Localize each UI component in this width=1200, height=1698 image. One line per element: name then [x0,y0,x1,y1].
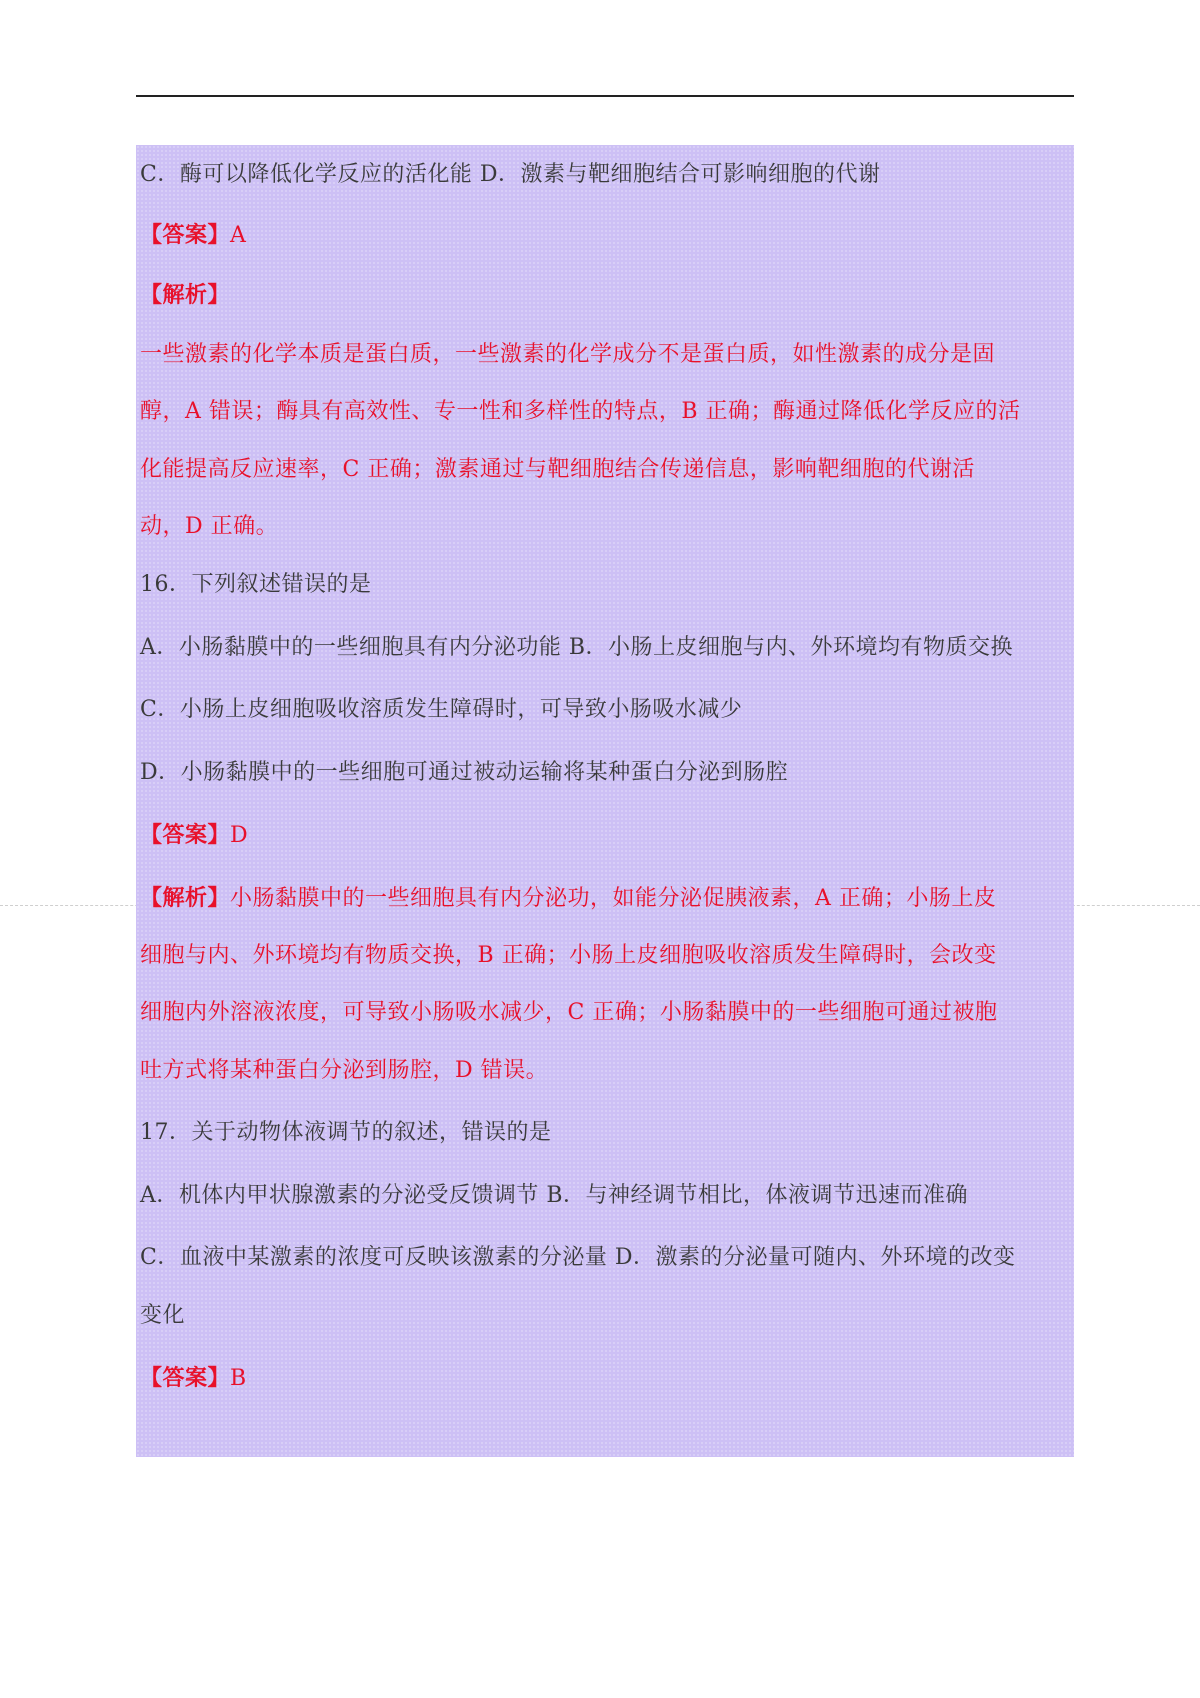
q15-analysis-line: 化能提高反应速率，C 正确；激素通过与靶细胞结合传递信息，影响靶细胞的代谢活 [140,457,975,482]
answer-value: B [230,1366,247,1391]
q16-option-d: D．小肠黏膜中的一些细胞可通过被动运输将某种蛋白分泌到肠腔 [140,760,789,785]
answer-label: 【答案】 [140,1365,231,1391]
analysis-label: 【解析】 [140,885,231,911]
q15-answer [140,220,1074,251]
q16-analysis-line: 细胞与内、外环境均有物质交换，B 正确；小肠上皮细胞吸收溶质发生障碍时，会改变 [140,943,997,968]
q16-analysis-line: 细胞内外溶液浓度，可导致小肠吸水减少，C 正确；小肠黏膜中的一些细胞可通过被胞 [140,1000,998,1025]
q16-option-ab: A．小肠黏膜中的一些细胞具有内分泌功能 B．小肠上皮细胞与内、外环境均有物质交换 [140,635,1014,660]
answer-value: A [230,223,247,248]
header-rule [136,95,1074,97]
q17-answer [140,1363,1074,1394]
q17-stem: 17．关于动物体液调节的叙述，错误的是 [140,1120,552,1145]
answer-label: 【答案】 [140,822,231,848]
q16-analysis-line: 吐方式将某种蛋白分泌到肠腔，D 错误。 [140,1058,549,1083]
q17-option-ab: A．机体内甲状腺激素的分泌受反馈调节 B．与神经调节相比，体液调节迅速而准确 [140,1183,969,1208]
q17-option-cd-cont: 变化 [140,1303,186,1328]
answer-label: 【答案】 [140,222,231,248]
q16-stem: 16．下列叙述错误的是 [140,572,372,597]
q16-option-c: C．小肠上皮细胞吸收溶质发生障碍时，可导致小肠吸水减少 [140,697,743,722]
q15-analysis-label: 【解析】 [140,282,231,308]
analysis-text: 小肠黏膜中的一些细胞具有内分泌功，如能分泌促胰液素，A 正确；小肠上皮 [230,886,997,911]
q16-answer [140,820,1074,851]
q15-analysis-line: 动，D 正确。 [140,514,279,539]
q15-analysis-line: 醇，A 错误；酶具有高效性、专一性和多样性的特点，B 正确；酶通过降低化学反应的活 [140,399,1021,424]
highlighted-content [136,145,1074,1457]
answer-value: D [230,823,249,848]
q16-analysis-first [140,883,1074,914]
q17-option-cd: C．血液中某激素的浓度可反映该激素的分泌量 D．激素的分泌量可随内、外环境的改变 [140,1245,1016,1270]
q15-analysis-line: 一些激素的化学本质是蛋白质，一些激素的化学成分不是蛋白质，如性激素的成分是固 [140,342,996,367]
q15-options-cd: C．酶可以降低化学反应的活化能 D．激素与靶细胞结合可影响细胞的代谢 [140,162,881,187]
